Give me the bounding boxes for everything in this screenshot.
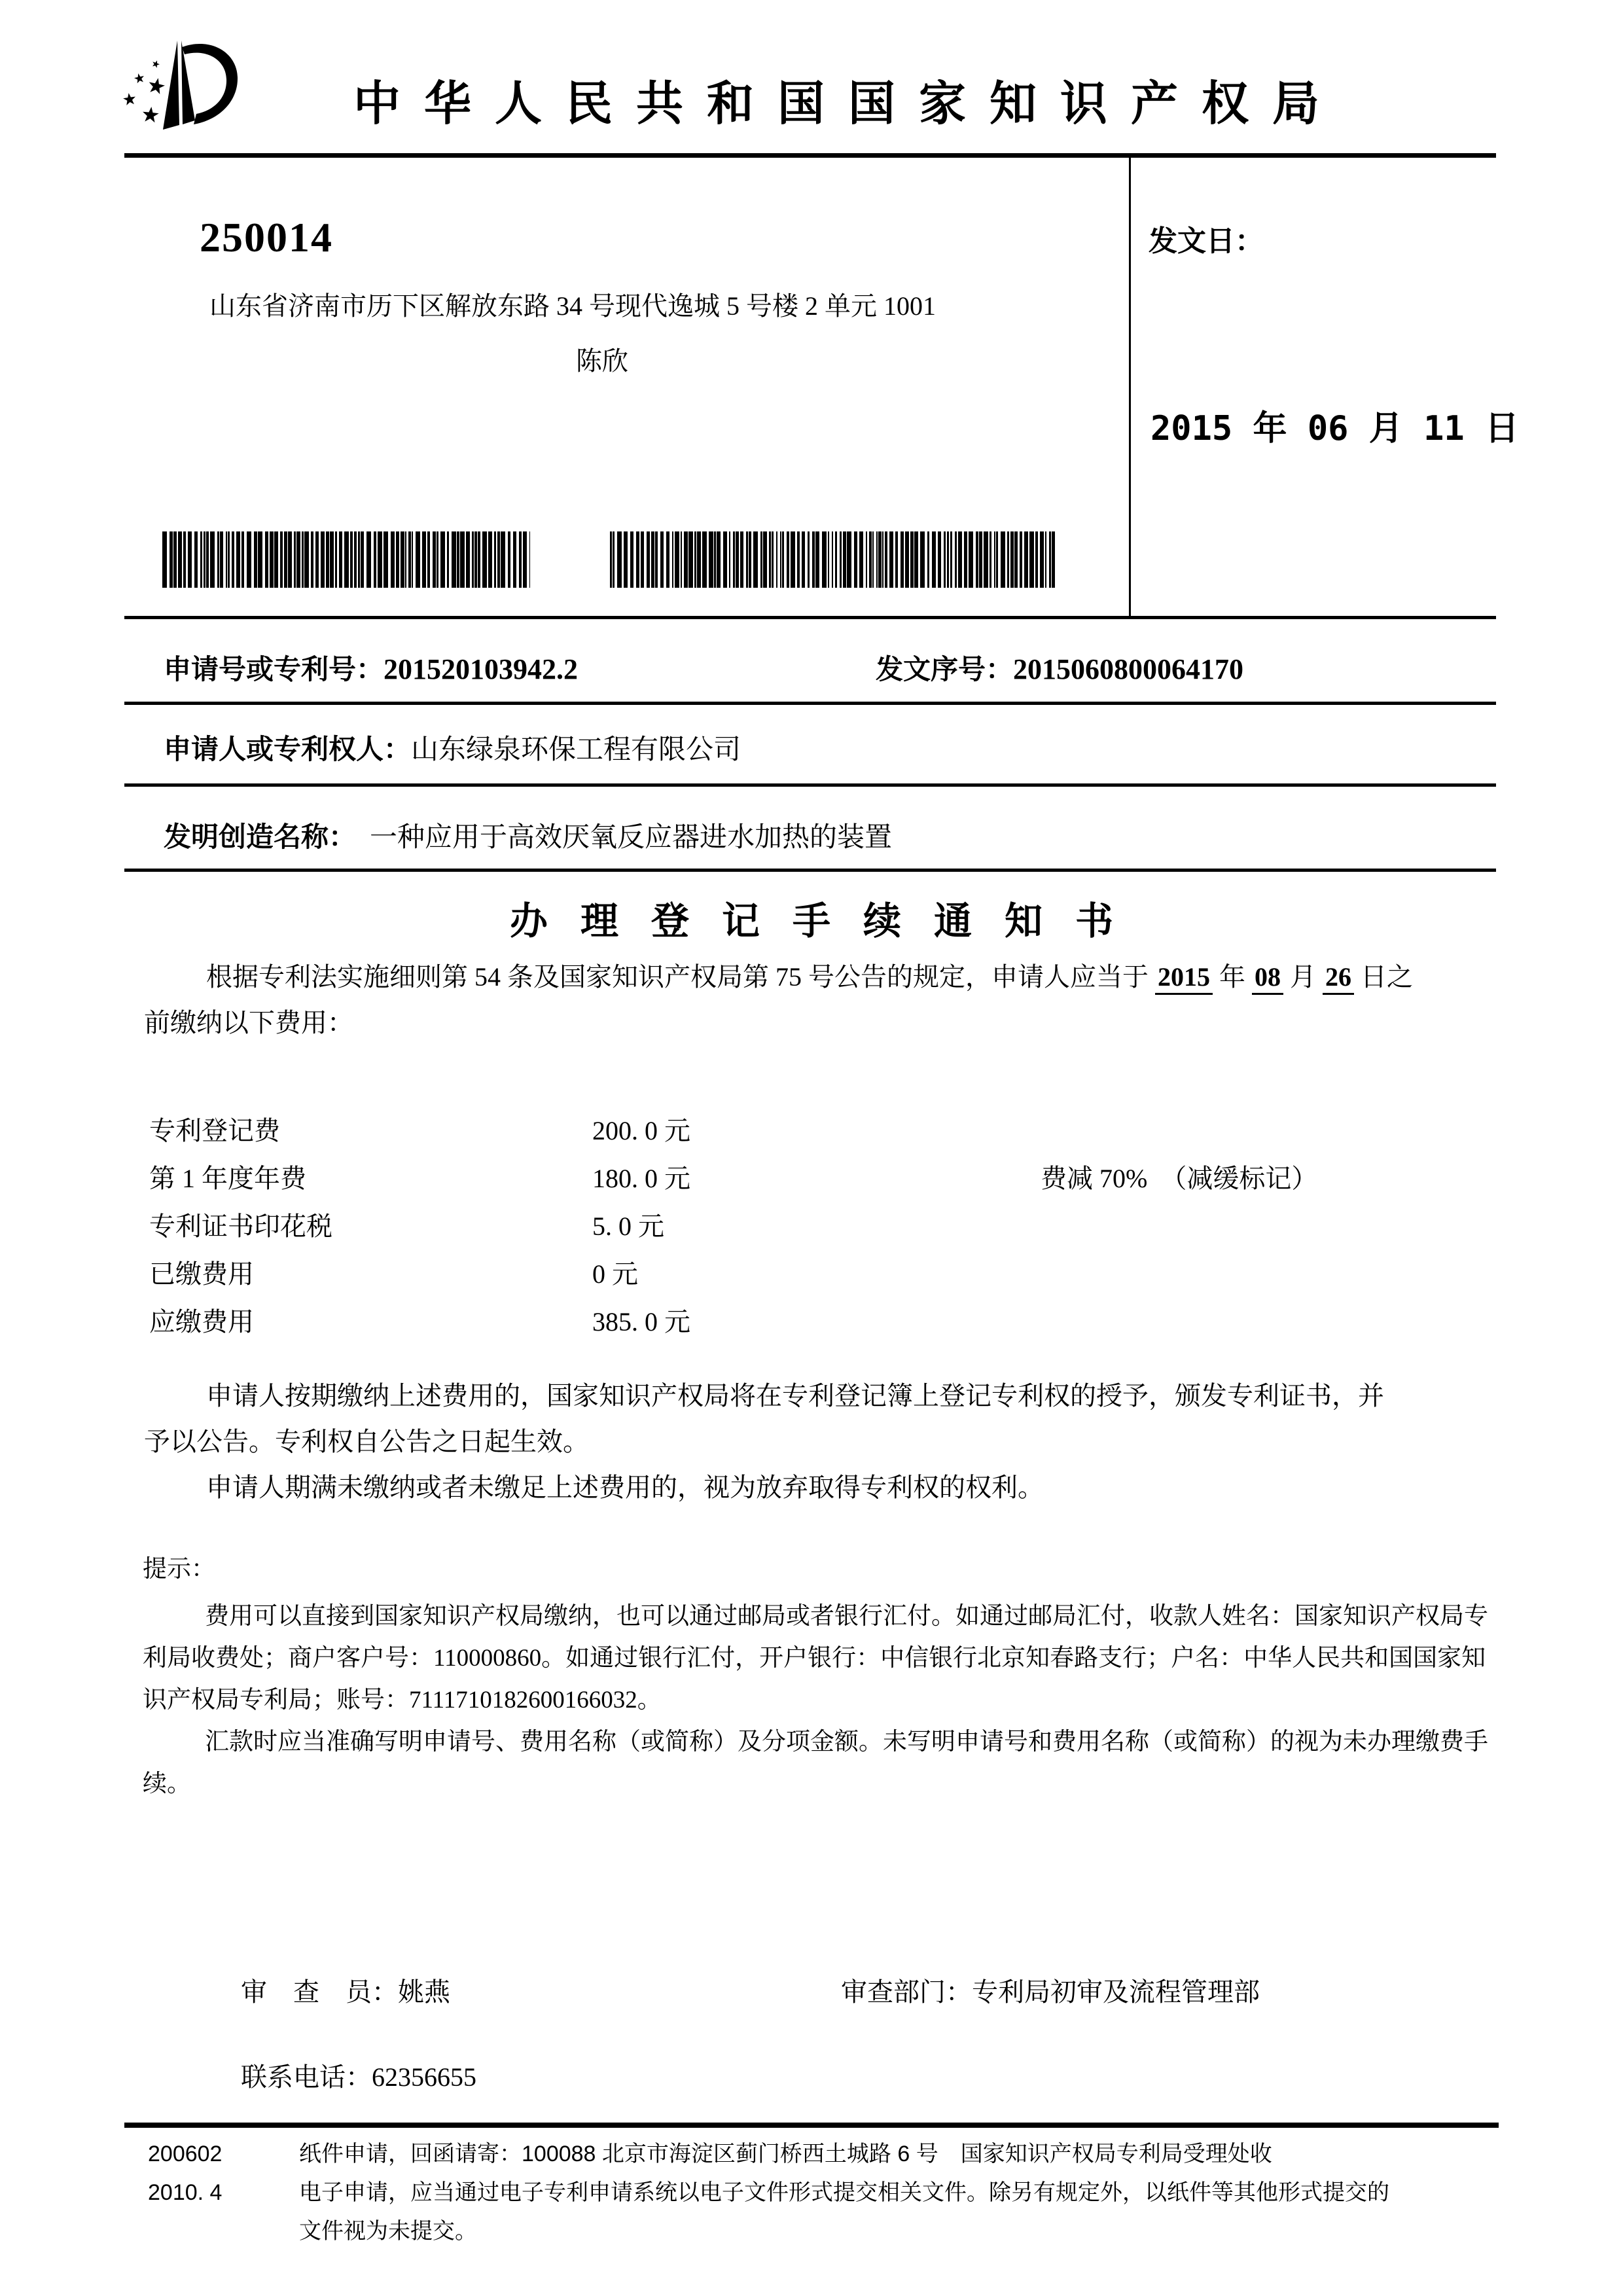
application-number-label: 申请号或专利号： [164,654,384,685]
due-year: 2015 [1155,962,1213,995]
invention-title-label: 发明创造名称： [164,821,343,852]
fee-row [149,1206,1317,1253]
tips-p1-line3: 识产权局专利局；账号：7111710182600166032。 [143,1687,662,1713]
fee-label: 已缴费用 [149,1259,254,1289]
application-number-row [164,648,1496,687]
recipient-address: 山东省济南市历下区解放东路 34 号现代逸城 5 号楼 2 单元 1001 [209,291,936,321]
serial-number-pair [876,648,1243,687]
intro-text: 根据专利法实施细则第 54 条及国家知识产权局第 75 号公告的规定，申请人应当于 [206,962,1155,992]
footer-line-1: 纸件申请，回函请寄：100088 北京市海淀区蓟门桥西土城路 6 号 国家知识产权局专利局受理处收 [299,2142,1272,2166]
fee-row [149,1253,1317,1301]
serial-number-value: 2015060800064170 [1013,653,1244,685]
applicant-value: 山东绿泉环保工程有限公司 [411,735,741,765]
footer-line-3: 文件视为未提交。 [299,2219,477,2244]
footer-form-code: 200602 [148,2142,223,2166]
fee-label: 应缴费用 [149,1307,254,1336]
footer-form-code: 2010. 4 [148,2180,223,2205]
recipient-name: 陈欣 [576,346,628,376]
barcode-application [162,531,530,588]
department-name: 专利局初审及流程管理部 [972,1977,1260,2007]
footer-instructions [299,2135,1543,2251]
examiner-label: 审 查 员： [241,1977,398,2007]
examiner-name: 姚燕 [398,1977,450,2007]
invention-title-value: 一种应用于高效厌氧反应器进水加热的装置 [342,823,893,853]
fee-row [149,1301,1317,1349]
forfeit-line: 申请人期满未缴纳或者未缴足上述费用的，视为放弃取得专利权的权利。 [206,1473,1044,1502]
header-rule [124,153,1496,158]
applicant-label: 申请人或专利权人： [164,734,412,764]
intro-sep-month: 月 [1283,962,1323,992]
p-spike-shape [163,41,238,130]
phone-number: 62356655 [372,2062,476,2092]
page-title: 中华人民共和国国家知识产权局 [353,78,1344,130]
intro-tail: 日之 [1354,962,1413,992]
fee-table [149,1110,1317,1349]
dispatch-date-label: 发文日： [1149,225,1264,257]
grant-line-2: 予以公告。专利权自公告之日起生效。 [144,1427,589,1456]
postal-code: 250014 [200,214,333,260]
intro-paragraph [144,954,1508,1046]
barcode-serial [610,531,1055,588]
fee-value: 5. 0 元 [592,1211,664,1241]
tips-p2-line1: 汇款时应当准确写明申请号、费用名称（或简称）及分项金额。未写明申请号和费用名称（或简称）的视为未办理缴费手 [205,1729,1488,1755]
fee-value: 0 元 [592,1259,638,1289]
fee-label: 第 1 年度年费 [149,1164,306,1193]
invention-title-row [164,816,892,855]
tips-body [143,1596,1510,1805]
serial-number-label: 发文序号： [876,654,1014,685]
star-icon [122,59,166,122]
due-day: 26 [1323,962,1354,995]
applicant-row [164,728,741,767]
tips-heading: 提示： [143,1556,215,1583]
divider-rule-4 [124,869,1496,872]
fee-label: 专利登记费 [149,1116,280,1145]
footer-rule [124,2123,1499,2128]
tips-p2-line2: 续。 [143,1770,191,1797]
notice-title: 办理登记手续通知书 [509,900,1146,942]
fee-row [149,1110,1317,1158]
application-number-value: 201520103942.2 [383,653,579,685]
divider-rule-2 [124,702,1496,705]
fee-value: 180. 0 元 [592,1164,690,1193]
intro-line-1 [144,954,1508,1000]
dispatch-date-value: 2015 年 06 月 11 日 [1150,409,1519,448]
tips-p1-line2: 利局收费处；商户客户号：110000860。如通过银行汇付，开户银行：中信银行北京知春路支行；户名：中华人民共和国国家知 [143,1645,1486,1672]
grant-paragraph [144,1373,1508,1511]
tips-p1-line1: 费用可以直接到国家知识产权局缴纳，也可以通过邮局或者银行汇付。如通过邮局汇付，收款人姓名：国家知识产权局专 [205,1603,1488,1630]
fee-value: 200. 0 元 [592,1116,690,1145]
phone-line [241,2056,476,2094]
footer-line-2: 电子申请，应当通过电子专利申请系统以电子文件形式提交相关文件。除另有规定外，以纸件等其他形式提交的 [299,2180,1389,2205]
divider-rule-3 [124,783,1496,787]
department-label: 审查部门： [841,1977,972,2007]
fee-label: 专利证书印花税 [149,1211,332,1241]
fee-value: 385. 0 元 [592,1307,690,1336]
fee-note: 费减 70% （减缓标记） [1041,1164,1318,1193]
phone-label: 联系电话： [241,2062,372,2092]
fee-row [149,1158,1317,1206]
divider-rule-1 [124,616,1496,619]
intro-line-2: 前缴纳以下费用： [144,1008,353,1037]
sipo-logo [98,18,249,139]
examiner-line [241,1971,450,2009]
dispatch-box-divider [1129,158,1131,617]
intro-sep-year: 年 [1213,962,1252,992]
department-line [841,1971,1260,2009]
footer-form-codes [148,2135,222,2212]
due-month: 08 [1252,962,1283,995]
grant-line-1: 申请人按期缴纳上述费用的，国家知识产权局将在专利登记簿上登记专利权的授予，颁发专利证书，并 [206,1381,1384,1410]
